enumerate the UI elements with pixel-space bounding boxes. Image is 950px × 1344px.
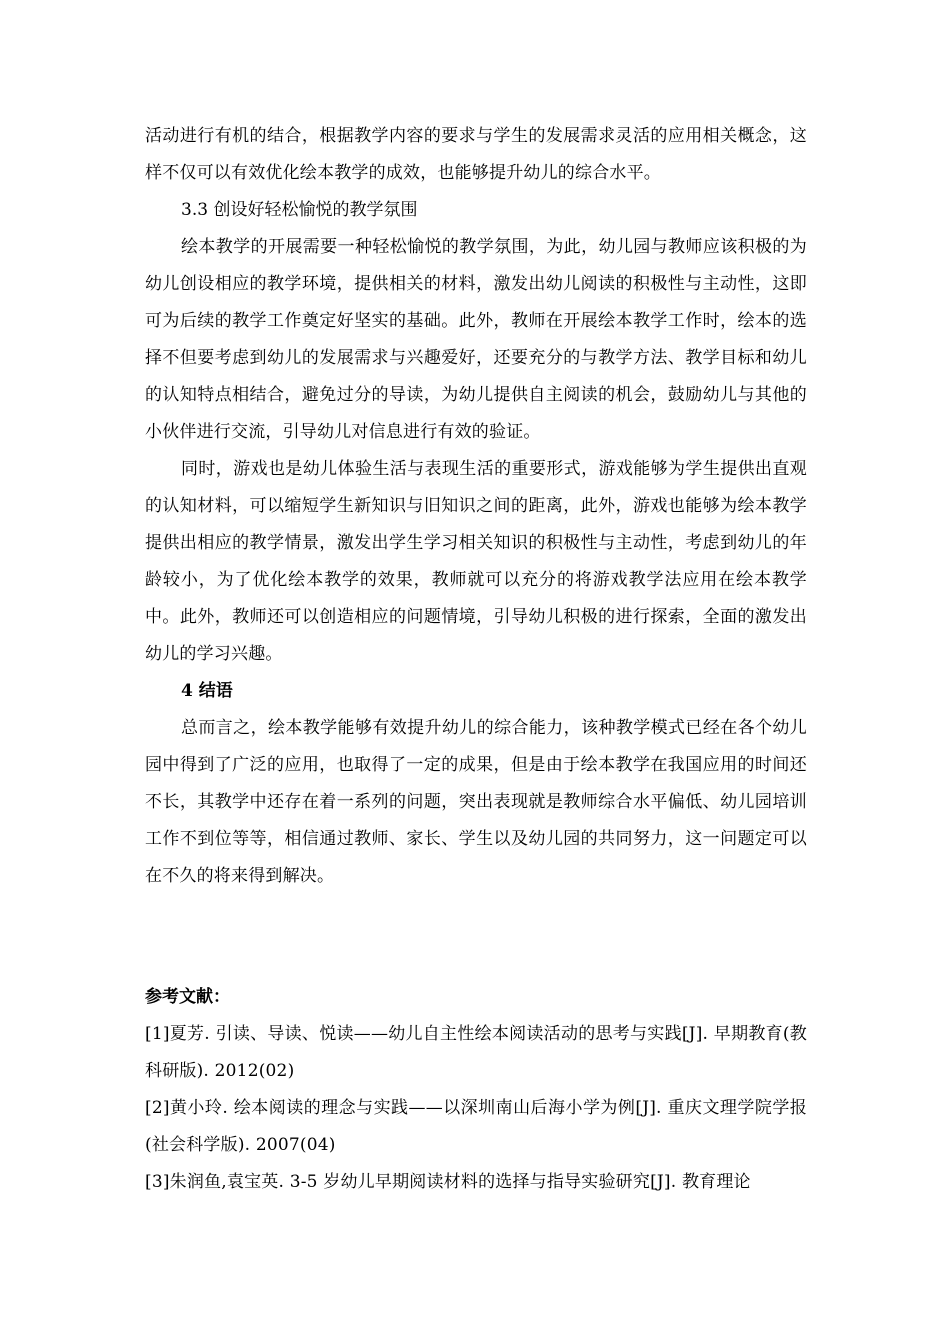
section-heading-3-3: 3.3 创设好轻松愉悦的教学氛围 [181, 200, 418, 220]
document-page [145, 118, 807, 1201]
section-heading-4: 4 结语 [181, 681, 233, 701]
references-title: 参考文献： [145, 987, 230, 1007]
conclusion-paragraph: 总而言之，绘本教学能够有效提升幼儿的综合能力，该种教学模式已经在各个幼儿园中得到了广泛的应用，也取得了一定的成果，但是由于绘本教学在我国应用的时间还不长，其教学中还存在着一系列的问题，突出表现就是教师综合水平偏低、幼儿园培训工作不到位等等，相信通过教师、家长、学生以及幼儿园的共同努力，这一问题定可以在不久的将来得到解决。 [145, 718, 807, 886]
reference-item-2: [2]黄小玲. 绘本阅读的理念与实践——以深圳南山后海小学为例[J]. 重庆文理学院学报(社会科学版). 2007(04) [145, 1098, 807, 1155]
reference-item-1: [1]夏芳. 引读、导读、悦读——幼儿自主性绘本阅读活动的思考与实践[J]. 早期教育(教科研版). 2012(02) [145, 1024, 807, 1081]
body-paragraph: 绘本教学的开展需要一种轻松愉悦的教学氛围，为此，幼儿园与教师应该积极的为幼儿创设相应的教学环境，提供相关的材料，激发出幼儿阅读的积极性与主动性，这即可为后续的教学工作奠定好坚实的基础。此外，教师在开展绘本教学工作时，绘本的选择不但要考虑到幼儿的发展需求与兴趣爱好，还要充分的与教学方法、教学目标和幼儿的认知特点相结合，避免过分的导读，为幼儿提供自主阅读的机会，鼓励幼儿与其他的小伙伴进行交流，引导幼儿对信息进行有效的验证。 [145, 237, 807, 442]
body-paragraph-continuation: 活动进行有机的结合，根据教学内容的要求与学生的发展需求灵活的应用相关概念，这样不仅可以有效优化绘本教学的成效，也能够提升幼儿的综合水平。 [145, 126, 807, 183]
references-section [145, 979, 807, 1201]
body-paragraph: 同时，游戏也是幼儿体验生活与表现生活的重要形式，游戏能够为学生提供出直观的认知材料，可以缩短学生新知识与旧知识之间的距离，此外，游戏也能够为绘本教学提供出相应的教学情景，激发出学生学习相关知识的积极性与主动性，考虑到幼儿的年龄较小，为了优化绘本教学的效果，教师就可以充分的将游戏教学法应用在绘本教学中。此外，教师还可以创造相应的问题情境，引导幼儿积极的进行探索，全面的激发出幼儿的学习兴趣。 [145, 459, 807, 664]
reference-item-3: [3]朱润鱼,袁宝英. 3-5 岁幼儿早期阅读材料的选择与指导实验研究[J]. 教育理论 [145, 1172, 751, 1192]
